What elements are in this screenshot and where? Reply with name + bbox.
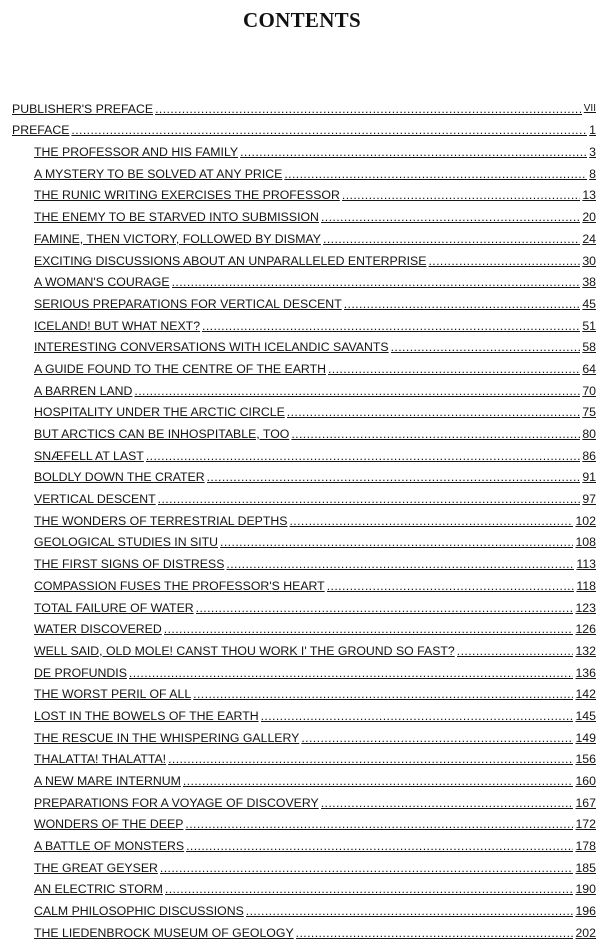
- dot-leader: [289, 514, 573, 528]
- toc-entry[interactable]: [34, 875, 596, 897]
- toc-entry[interactable]: [34, 311, 596, 333]
- toc-entry[interactable]: [34, 528, 596, 550]
- toc-entry-title: THE RESCUE IN THE WHISPERING GALLERY: [34, 730, 300, 745]
- toc-entry-page-number: 64: [582, 361, 596, 376]
- toc-entry-title: PREFACE: [12, 123, 70, 138]
- toc-entry-page-number: 108: [575, 535, 596, 550]
- dot-leader: [342, 188, 580, 202]
- toc-entry-title: PREPARATIONS FOR A VOYAGE OF DISCOVERY: [34, 795, 319, 810]
- toc-entry-page-number: 1: [589, 123, 596, 138]
- toc-entry-page-number: 20: [582, 210, 596, 225]
- toc-entry-title: THE WORST PERIL OF ALL: [34, 687, 192, 702]
- toc-entry-title: AN ELECTRIC STORM: [34, 882, 163, 897]
- toc-entry-page-number: 113: [576, 557, 596, 572]
- dot-leader: [284, 167, 587, 181]
- toc-entry[interactable]: [34, 810, 596, 832]
- toc-entry-page-number: 167: [575, 795, 596, 810]
- dot-leader: [323, 232, 580, 246]
- dot-leader: [391, 340, 581, 354]
- dot-leader: [226, 557, 574, 571]
- toc-entry[interactable]: [34, 289, 596, 311]
- toc-entry[interactable]: [34, 268, 596, 290]
- toc-entry-title: SERIOUS PREPARATIONS FOR VERTICAL DESCENT: [34, 296, 342, 311]
- dot-leader: [129, 666, 574, 680]
- toc-entry-page-number: 190: [575, 882, 596, 897]
- toc-entry-title: LOST IN THE BOWELS OF THE EARTH: [34, 708, 259, 723]
- toc-entry-title: HOSPITALITY UNDER THE ARCTIC CIRCLE: [34, 405, 285, 420]
- toc-entry-page-number: VII: [583, 102, 596, 114]
- dot-leader: [172, 275, 581, 289]
- toc-entry-title: A MYSTERY TO BE SOLVED AT ANY PRICE: [34, 166, 283, 181]
- toc-entry[interactable]: [34, 224, 596, 246]
- toc-entry-title: EXCITING DISCUSSIONS ABOUT AN UNPARALLELED ENTERPRISE: [34, 253, 427, 268]
- dot-leader: [328, 362, 580, 376]
- toc-entry[interactable]: [34, 506, 596, 528]
- toc-entry[interactable]: [34, 376, 596, 398]
- toc-entry-page-number: 58: [582, 340, 596, 355]
- toc-entry-page-number: 30: [582, 253, 596, 268]
- toc-entry[interactable]: [34, 701, 596, 723]
- toc-entry-page-number: 86: [582, 448, 596, 463]
- dot-leader: [301, 731, 573, 745]
- dot-leader: [164, 622, 574, 636]
- toc-entry[interactable]: [34, 246, 596, 268]
- toc-entry[interactable]: [34, 398, 596, 420]
- toc-entry[interactable]: [34, 658, 596, 680]
- toc-entry-page-number: 136: [575, 665, 596, 680]
- dot-leader: [165, 882, 574, 896]
- toc-entry[interactable]: [34, 419, 596, 441]
- dot-leader: [291, 427, 580, 441]
- dot-leader: [71, 123, 587, 137]
- dot-leader: [183, 774, 574, 788]
- toc-entry-page-number: 45: [582, 296, 596, 311]
- toc-entry[interactable]: [34, 463, 596, 485]
- toc-entry-title: PUBLISHER'S PREFACE: [12, 101, 154, 116]
- toc-entry[interactable]: [34, 441, 596, 463]
- toc-entry[interactable]: [34, 853, 596, 875]
- toc-entry-title: ICELAND! BUT WHAT NEXT?: [34, 318, 201, 333]
- dot-leader: [457, 644, 574, 658]
- toc-entry-title: WATER DISCOVERED: [34, 622, 162, 637]
- toc-entry-page-number: 13: [582, 188, 596, 203]
- dot-leader: [185, 817, 573, 831]
- toc-entry[interactable]: [34, 788, 596, 810]
- toc-entry-title: THE RUNIC WRITING EXERCISES THE PROFESSOR: [34, 188, 340, 203]
- dot-leader: [155, 102, 582, 116]
- toc-entry-title: A BARREN LAND: [34, 383, 133, 398]
- dot-leader: [321, 796, 574, 810]
- toc-entry-title: THE WONDERS OF TERRESTRIAL DEPTHS: [34, 513, 288, 528]
- toc-entry-page-number: 70: [582, 383, 596, 398]
- toc-entry-page-number: 3: [589, 145, 596, 160]
- toc-entry-page-number: 172: [575, 817, 596, 832]
- toc-entry-page-number: 123: [575, 600, 596, 615]
- toc-entry-title: THE GREAT GEYSER: [34, 860, 158, 875]
- toc-entry-title: WONDERS OF THE DEEP: [34, 817, 184, 832]
- dot-leader: [160, 861, 574, 875]
- dot-leader: [158, 492, 581, 506]
- toc-entry-page-number: 156: [575, 752, 596, 767]
- dot-leader: [186, 839, 573, 853]
- dot-leader: [134, 384, 580, 398]
- page-title: CONTENTS: [243, 8, 361, 32]
- toc-entry-page-number: 149: [575, 730, 596, 745]
- dot-leader: [193, 687, 573, 701]
- toc-entry-page-number: 80: [582, 427, 596, 441]
- toc-entry-title: TOTAL FAILURE OF WATER: [34, 600, 194, 615]
- toc-entry-page-number: 196: [575, 904, 596, 919]
- toc-entry-page-number: 38: [582, 275, 596, 290]
- toc-entry[interactable]: [34, 896, 596, 918]
- toc-entry-page-number: 160: [575, 774, 596, 788]
- dot-leader: [168, 752, 573, 766]
- toc-entry-title: WELL SAID, OLD MOLE! CANST THOU WORK I' THE GROUND SO FAST?: [34, 643, 455, 658]
- dot-leader: [296, 926, 574, 940]
- toc-entry[interactable]: [34, 831, 596, 853]
- toc-entry-page-number: 24: [582, 231, 596, 246]
- dot-leader: [146, 449, 581, 463]
- dot-leader: [321, 210, 580, 224]
- toc-entry[interactable]: [34, 918, 596, 940]
- toc-entry[interactable]: [34, 549, 596, 571]
- dot-leader: [327, 579, 575, 593]
- toc-entry-page-number: 97: [582, 492, 596, 507]
- toc-entry-page-number: 185: [575, 860, 596, 875]
- toc-entry-title: BUT ARCTICS CAN BE INHOSPITABLE, TOO: [34, 427, 290, 441]
- toc-entry[interactable]: [34, 593, 596, 615]
- toc-entry[interactable]: [34, 571, 596, 593]
- toc-entry[interactable]: [12, 94, 596, 116]
- toc-entry-title: THALATTA! THALATTA!: [34, 752, 167, 767]
- dot-leader: [202, 319, 580, 333]
- toc-entry-title: GEOLOGICAL STUDIES IN SITU: [34, 535, 219, 550]
- dot-leader: [428, 254, 580, 268]
- toc-entry[interactable]: [34, 333, 596, 355]
- toc-entry-page-number: 118: [576, 578, 596, 593]
- toc-entry-title: A WOMAN'S COURAGE: [34, 275, 170, 290]
- toc-entry-title: VERTICAL DESCENT: [34, 492, 156, 507]
- toc-entry[interactable]: [34, 636, 596, 658]
- toc-entry[interactable]: [34, 181, 596, 203]
- toc-entry-title: DE PROFUNDIS: [34, 665, 127, 680]
- table-of-contents: [0, 94, 604, 940]
- dot-leader: [344, 297, 581, 311]
- toc-entry[interactable]: [12, 116, 596, 138]
- toc-entry[interactable]: [34, 723, 596, 745]
- dot-leader: [246, 904, 574, 918]
- toc-entry-title: A BATTLE OF MONSTERS: [34, 839, 185, 854]
- toc-entry-title: CALM PHILOSOPHIC DISCUSSIONS: [34, 904, 244, 919]
- toc-entry[interactable]: [34, 615, 596, 637]
- dot-leader: [196, 601, 574, 615]
- toc-entry-page-number: 126: [575, 622, 596, 637]
- dot-leader: [220, 535, 573, 549]
- toc-entry-page-number: 178: [575, 839, 596, 854]
- toc-entry[interactable]: [34, 745, 596, 767]
- dot-leader: [240, 145, 587, 159]
- dot-leader: [261, 709, 574, 723]
- toc-entry-title: THE PROFESSOR AND HIS FAMILY: [34, 145, 239, 160]
- toc-entry-page-number: 142: [575, 687, 596, 702]
- toc-entry[interactable]: [34, 680, 596, 702]
- toc-entry-page-number: 145: [575, 708, 596, 723]
- toc-entry[interactable]: [34, 354, 596, 376]
- toc-entry-title: INTERESTING CONVERSATIONS WITH ICELANDIC SAVANTS: [34, 340, 389, 355]
- toc-entry-page-number: 75: [582, 405, 596, 420]
- toc-entry-page-number: 132: [575, 643, 596, 658]
- toc-entry-title: BOLDLY DOWN THE CRATER: [34, 470, 205, 485]
- toc-entry-page-number: 8: [589, 166, 596, 181]
- toc-entry-page-number: 91: [582, 470, 596, 485]
- toc-entry-title: THE FIRST SIGNS OF DISTRESS: [34, 557, 225, 572]
- dot-leader: [287, 405, 581, 419]
- toc-entry-page-number: 202: [575, 925, 596, 940]
- toc-entry-title: A GUIDE FOUND TO THE CENTRE OF THE EARTH: [34, 361, 326, 376]
- toc-entry[interactable]: [34, 137, 596, 159]
- toc-entry[interactable]: [34, 159, 596, 181]
- toc-entry-title: THE ENEMY TO BE STARVED INTO SUBMISSION: [34, 210, 319, 225]
- toc-entry-title: FAMINE, THEN VICTORY, FOLLOWED BY DISMAY: [34, 231, 321, 246]
- toc-entry-title: SNÆFELL AT LAST: [34, 448, 144, 463]
- toc-entry-title: THE LIEDENBROCK MUSEUM OF GEOLOGY: [34, 925, 294, 940]
- toc-entry[interactable]: [34, 202, 596, 224]
- toc-entry-title: A NEW MARE INTERNUM: [34, 774, 181, 788]
- toc-entry[interactable]: [34, 484, 596, 506]
- toc-entry-title: COMPASSION FUSES THE PROFESSOR'S HEART: [34, 578, 325, 593]
- toc-entry[interactable]: [34, 766, 596, 788]
- toc-entry-page-number: 51: [582, 318, 596, 333]
- dot-leader: [207, 470, 581, 484]
- toc-entry-page-number: 102: [575, 513, 596, 528]
